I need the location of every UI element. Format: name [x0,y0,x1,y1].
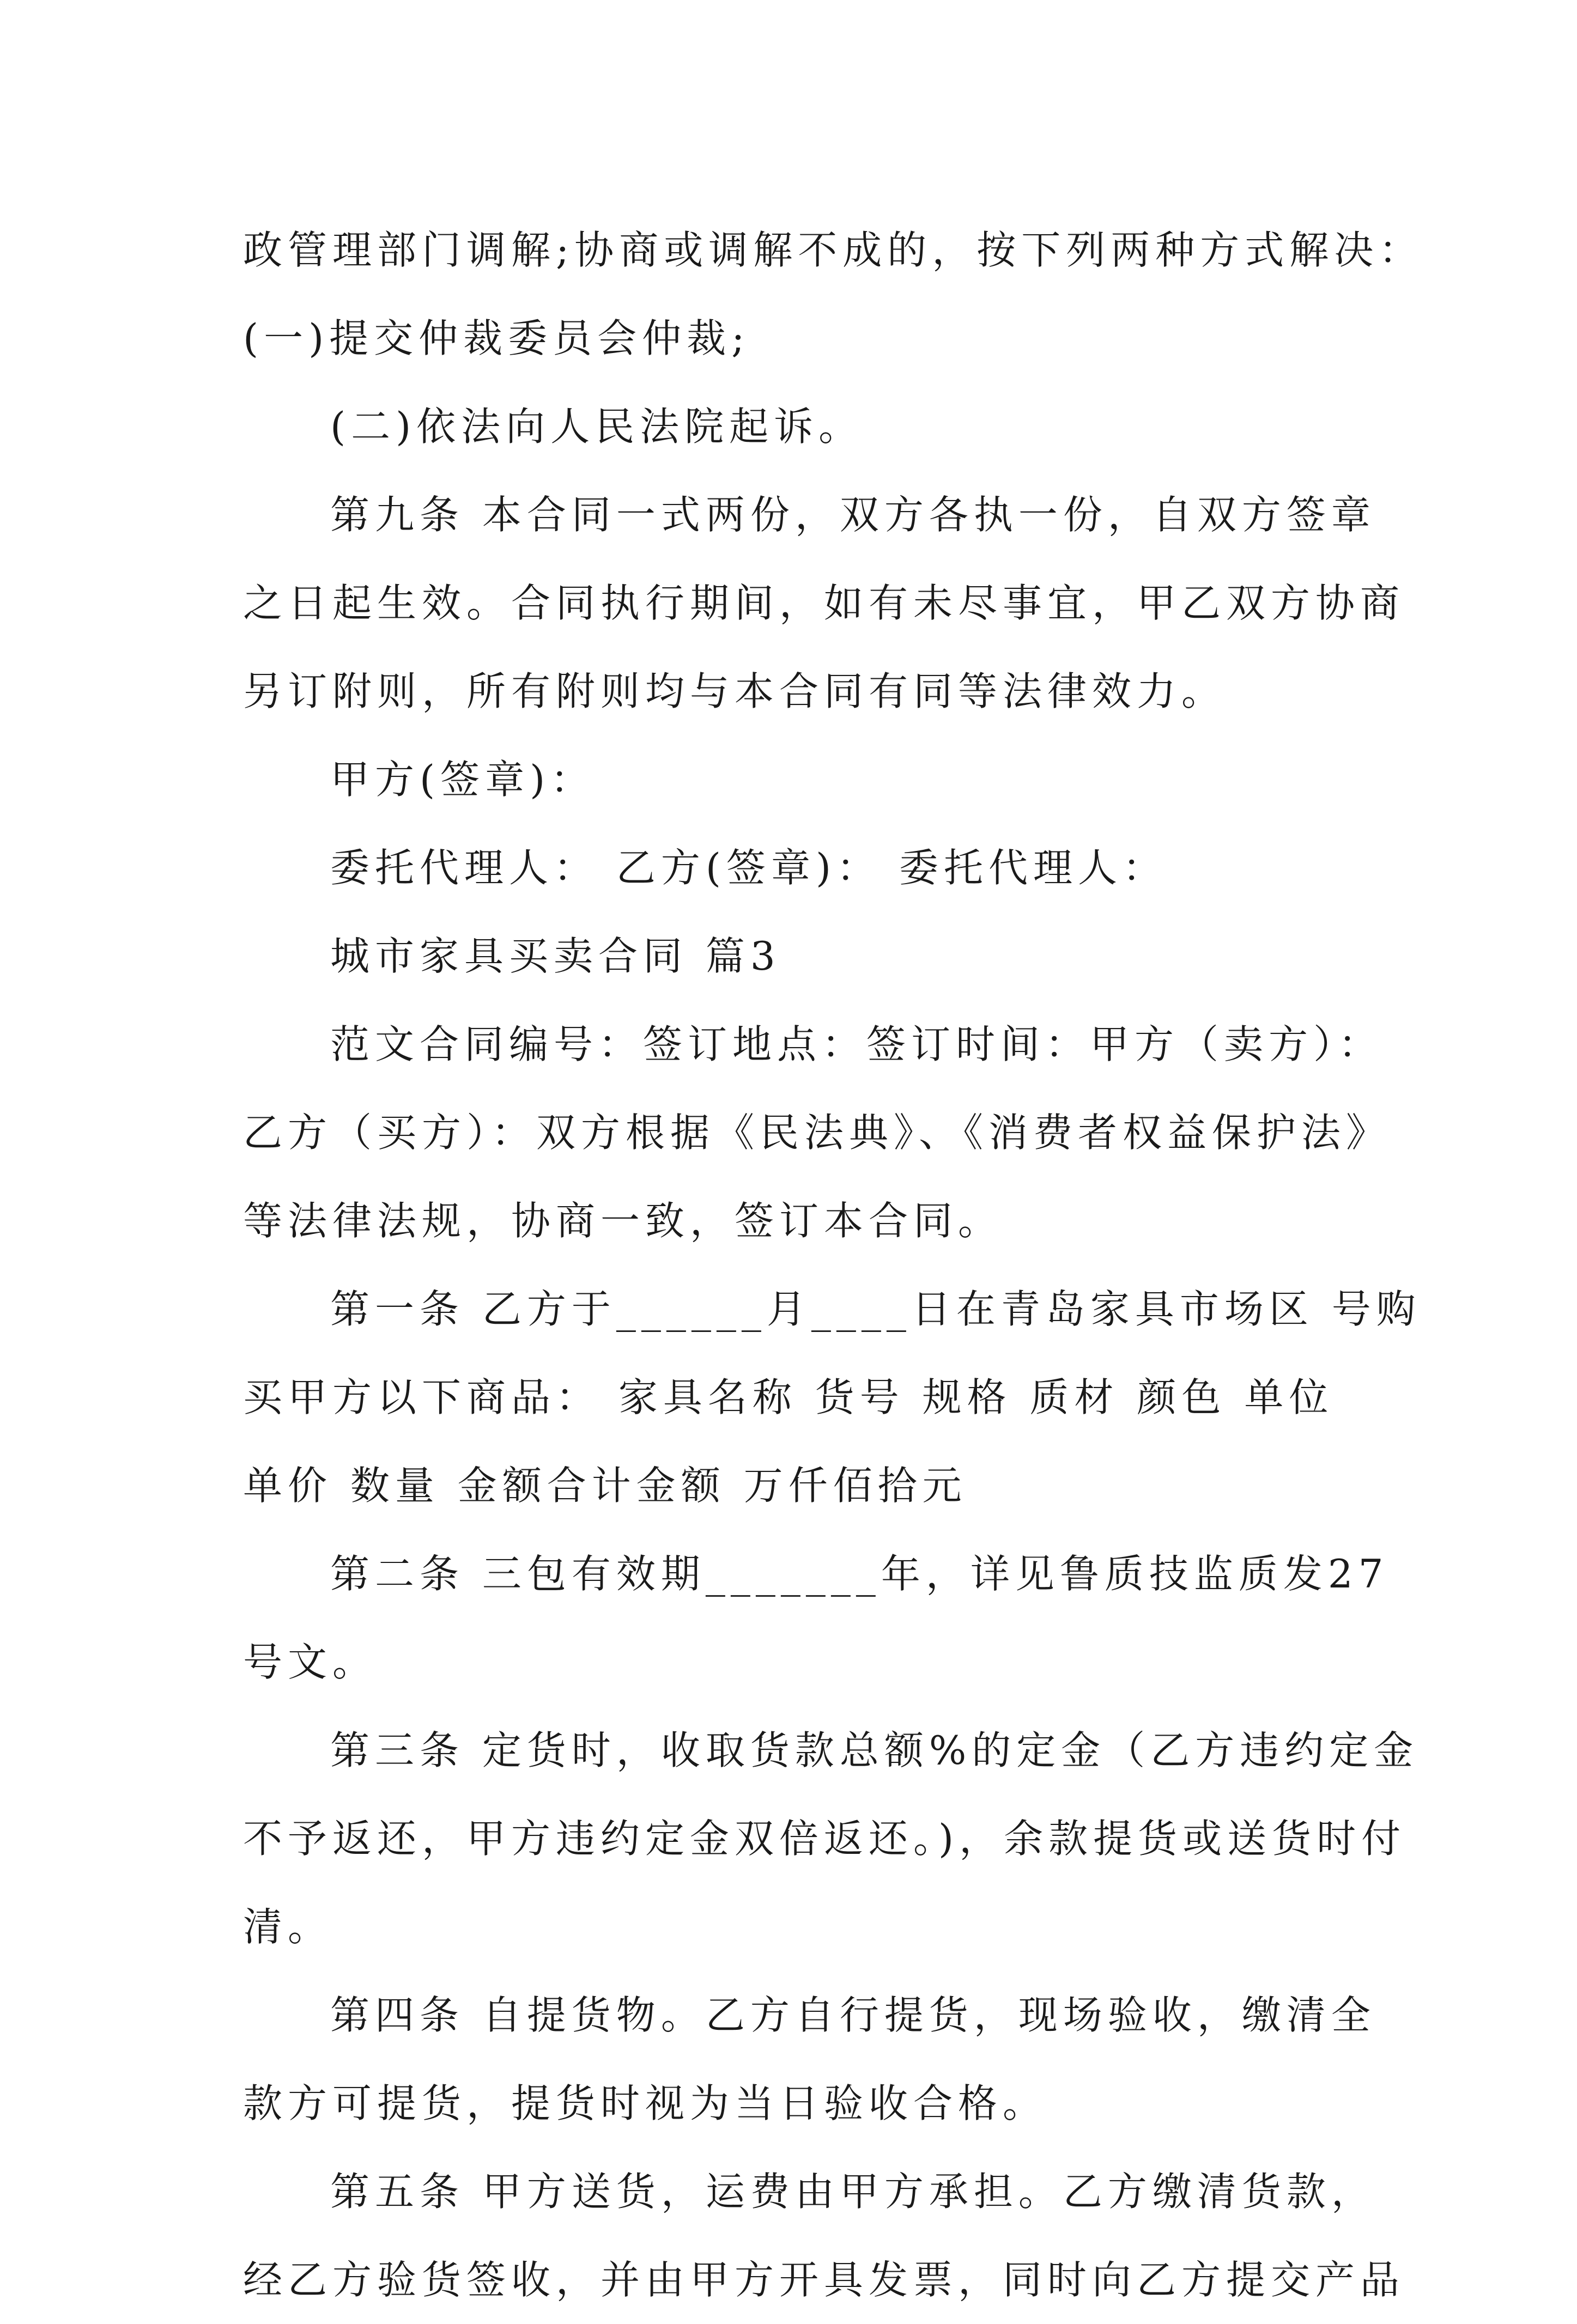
article-2-line: 第二条 三包有效期_______年，详见鲁质技监质发27 [330,1551,1389,1597]
article-1-line: 第一条 乙方于______月____日在青岛家具市场区 号购 [330,1286,1421,1332]
text-line: 不予返还，甲方违约定金双倍返还。)，余款提货或送货时付 [243,1816,1406,1861]
text-line: 之日起生效。合同执行期间，如有未尽事宜，甲乙双方协商 [243,580,1405,626]
contract-text [243,206,1424,2324]
text-line: 等法律法规，协商一致，签订本合同。 [243,1198,1003,1244]
text-line: (二)依法向人民法院起诉。 [330,404,864,449]
article-3-line: 第三条 定货时，收取货款总额%的定金（乙方违约定金 [330,1727,1419,1773]
section-heading: 城市家具买卖合同 篇3 [330,933,781,979]
text-line: 另订附则，所有附则均与本合同有同等法律效力。 [243,668,1227,714]
text-line: 乙方（买方）：双方根据《民法典》、《消费者权益保护法》 [243,1110,1391,1155]
text-line: 号文。 [243,1639,378,1685]
text-line: 买甲方以下商品： 家具名称 货号 规格 质材 颜色 单位 [243,1374,1334,1420]
text-line: (一)提交仲裁委员会仲裁; [243,315,750,361]
text-line: 清。 [243,1904,333,1950]
text-line: 款方可提货，提货时视为当日验收合格。 [243,2080,1048,2126]
party-a-signature-line: 甲方(签章)： [330,757,596,802]
text-line: 范文合同编号：签订地点：签订时间：甲方（卖方）： [330,1021,1384,1067]
agent-signature-line: 委托代理人： 乙方(签章)： 委托代理人： [330,845,1167,891]
text-line: 经乙方验货签收，并由甲方开具发票，同时向乙方提交产品 [243,2257,1405,2303]
text-line: 政管理部门调解;协商或调解不成的，按下列两种方式解决： [243,227,1424,273]
text-line: 单价 数量 金额合计金额 万仟佰拾元 [243,1463,967,1508]
article-4-line: 第四条 自提货物。乙方自行提货，现场验收，缴清全 [330,1992,1376,2038]
article-5-line: 第五条 甲方送货，运费由甲方承担。乙方缴清货款， [330,2169,1376,2215]
article-9-line: 第九条 本合同一式两份，双方各执一份，自双方签章 [330,492,1376,538]
